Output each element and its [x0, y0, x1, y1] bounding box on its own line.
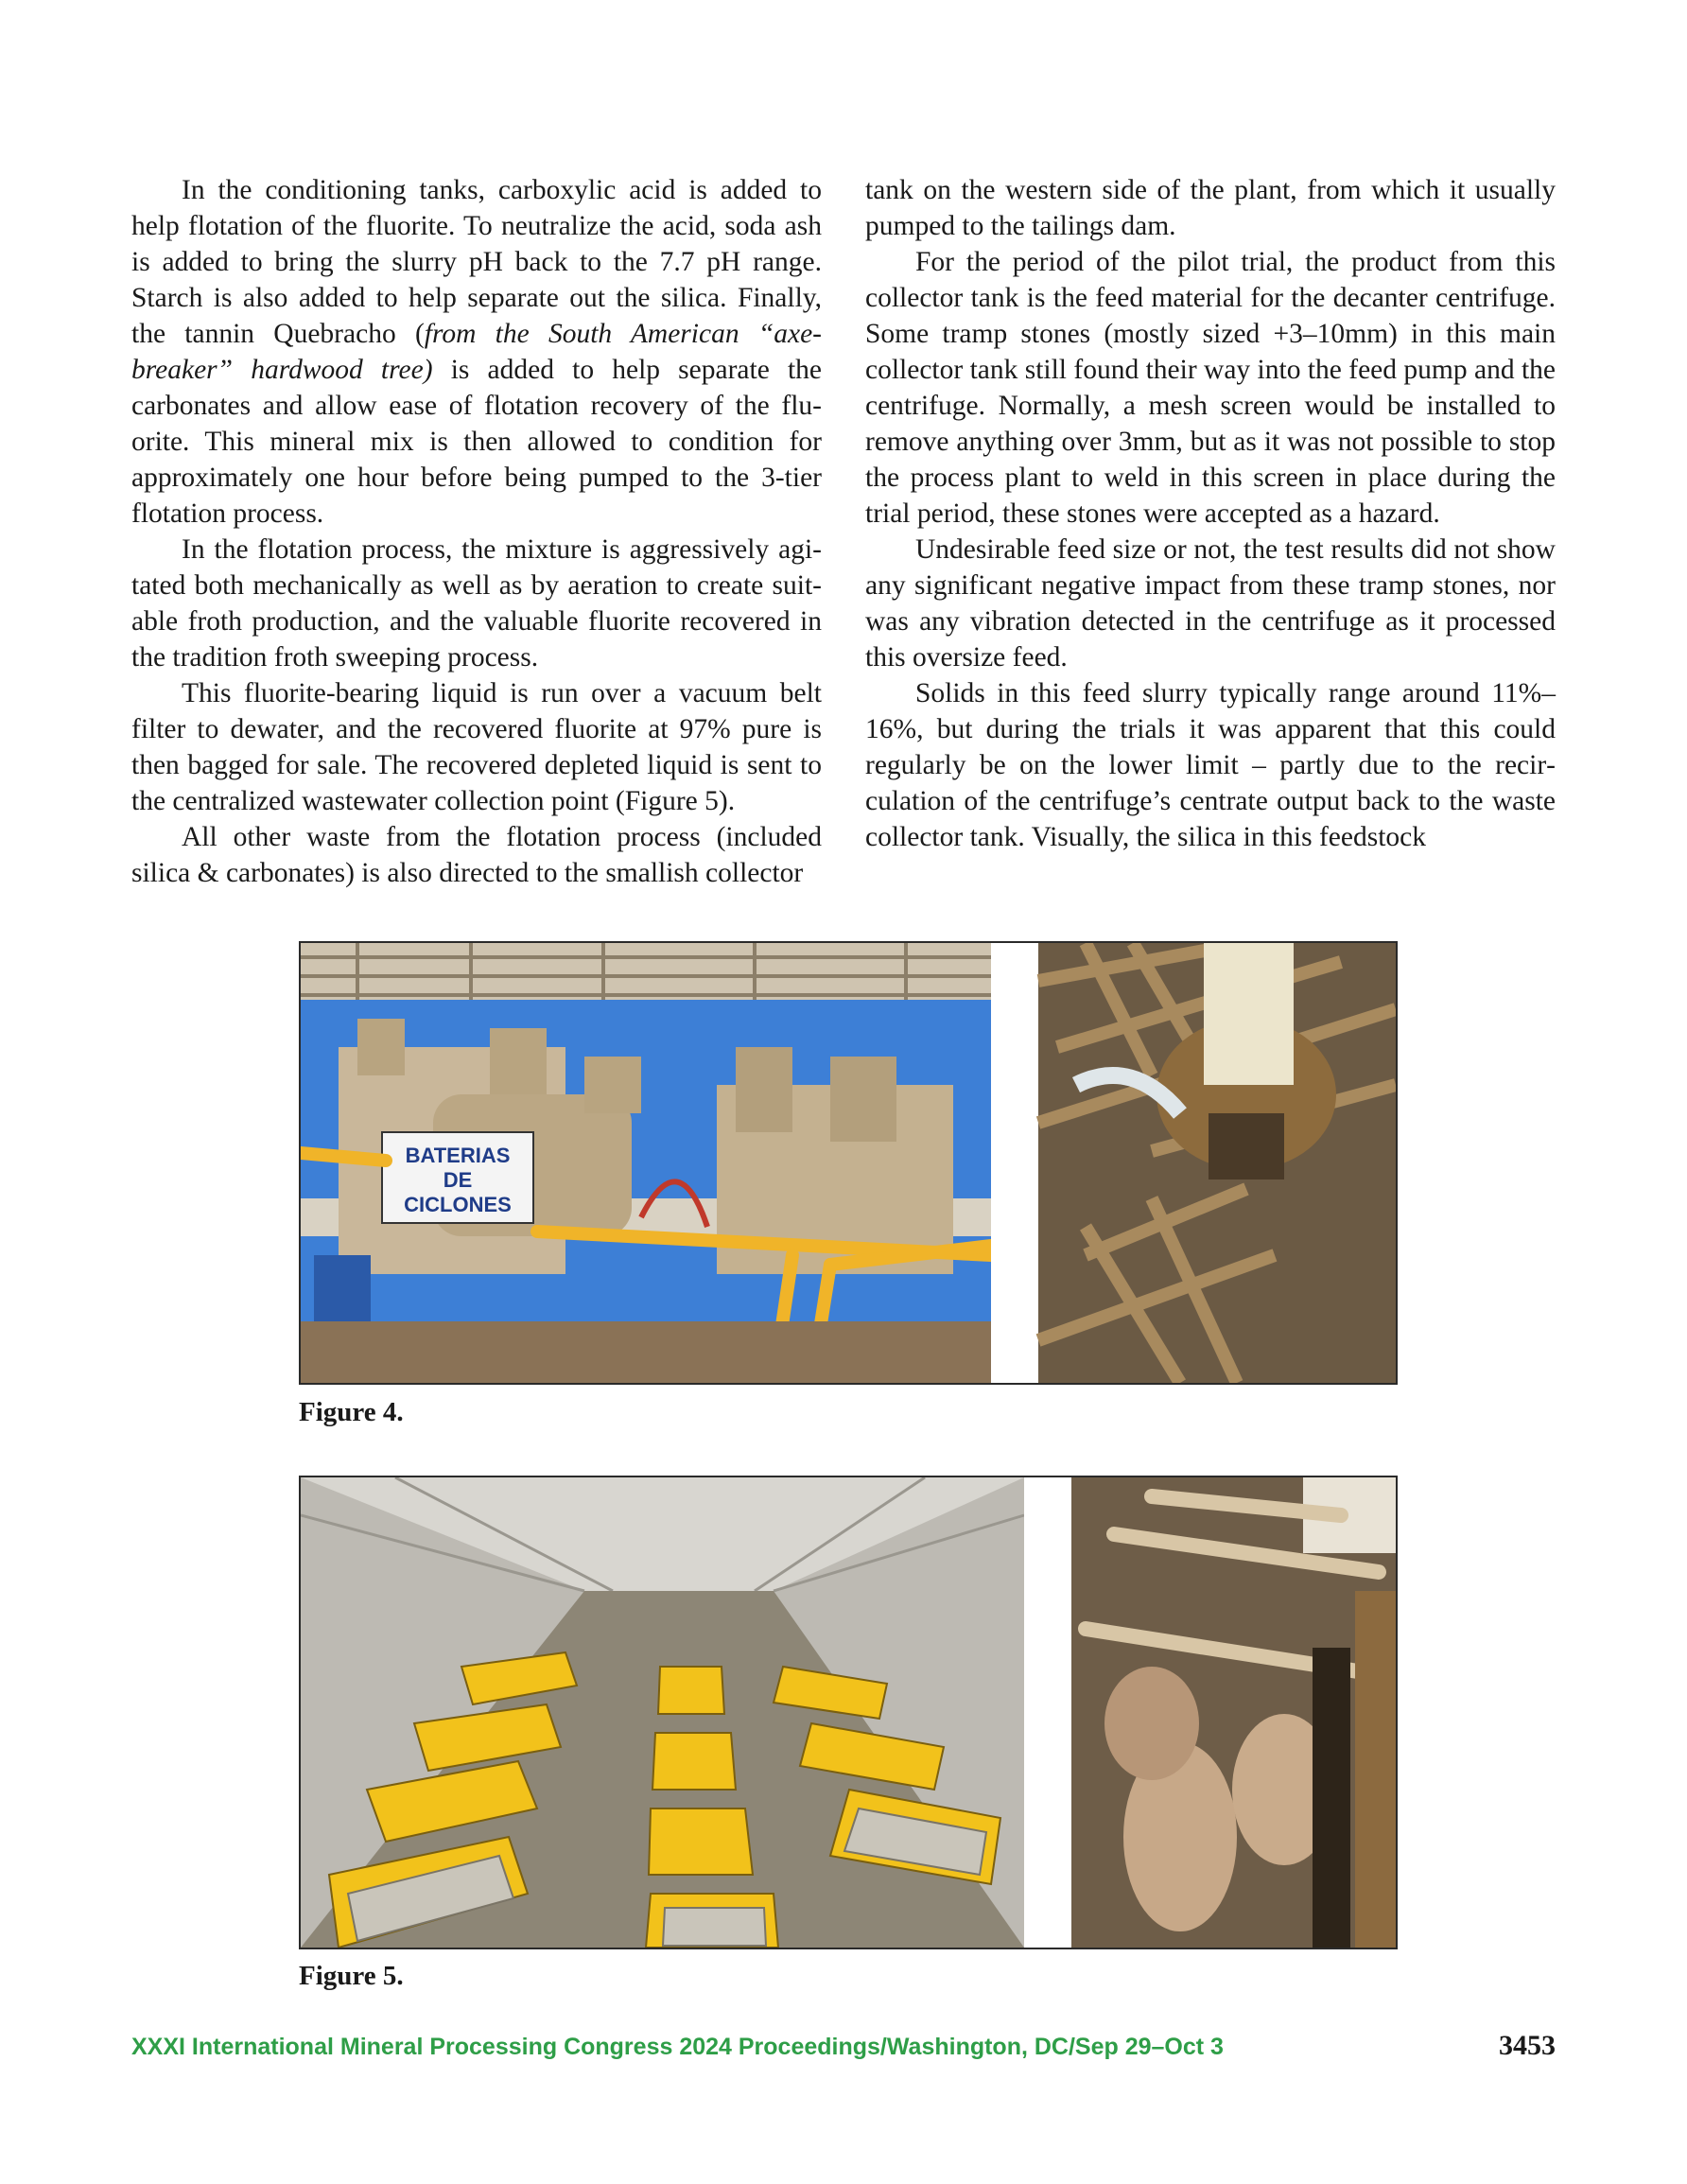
figure-4	[299, 941, 1398, 1385]
figure-4-photo-cyclones	[301, 943, 1038, 1383]
sign-line-2: DE	[443, 1168, 473, 1192]
figure-4-caption: Figure 4.	[299, 1397, 404, 1427]
body-paragraph	[865, 172, 1556, 244]
sign-line-1: BATERIAS	[405, 1144, 511, 1167]
figure-5-caption: Figure 5.	[299, 1961, 404, 1991]
body-paragraph	[131, 819, 822, 891]
paragraph-text: Solids in this feed slurry typically range around 11%– 16%, but during the trials it was apparent that this could regularly be on the lower limit – partly due to the recirculation of the centrifuge’s centrate output back to the waste collector tank. Visually, the silica in this feedstock	[865, 678, 1556, 852]
figure-5-photo-flotation-hall	[301, 1477, 1071, 1948]
paragraph-text: In the flotation process, the mixture is aggressively agitated both mechanically as well as by aeration to create suitable froth production, and the valuable fluorite recovered in the tradition froth sweeping process.	[131, 534, 822, 673]
body-paragraph	[131, 532, 822, 675]
body-paragraph	[865, 532, 1556, 675]
figure-5-photo-flotation-cells	[1071, 1477, 1396, 1948]
paragraph-text: In the conditioning tanks, carboxylic acid is added to help flotation of the fluorite. To neutralize the acid, soda ash is added to bring the slurry pH back to the 7.7 pH range. Starch is also added to help separate out the silica. Finally, the tannin Quebracho (	[131, 175, 822, 349]
body-paragraph	[131, 675, 822, 819]
right-text-column	[865, 172, 1556, 855]
body-paragraph	[865, 675, 1556, 855]
left-text-column	[131, 172, 822, 891]
paragraph-text: tank on the western side of the plant, from which it usually pumped to the tailings dam.	[865, 175, 1556, 241]
sign-line-3: CICLONES	[404, 1193, 512, 1216]
body-paragraph	[865, 244, 1556, 532]
paragraph-text: All other waste from the flotation process (included silica & carbonates) is also directed to the smallish collector	[131, 822, 822, 888]
paragraph-text: For the period of the pilot trial, the product from this collector tank is the feed material for the decanter centrifuge. Some tramp stones (mostly sized +3–10mm) in this main collector tank still found their way into the feed pump and the centrifuge. Normally, a mesh screen would be installed to remove anything over 3mm, but as it was not possible to stop the process plant to weld in this screen in place during the trial period, these stones were accepted as a hazard.	[865, 247, 1556, 529]
paragraph-text: This fluorite-bearing liquid is run over a vacuum belt filter to dewater, and the recovered fluorite at 97% pure is then bagged for sale. The recovered depleted liquid is sent to the centralized wastewater collection point (Figure 5).	[131, 678, 822, 816]
italic-text: from the South American “axe-breaker” hardwood tree)	[131, 319, 822, 385]
page-number: 3453	[1499, 2030, 1556, 2061]
paragraph-text: is added to help separate the carbonates and allow ease of flotation recovery of the fluorite. This mineral mix is then allowed to condition for approximately one hour before being pumped to the 3-tier flotation process.	[131, 355, 822, 529]
proceedings-footer: XXXI International Mineral Processing Congress 2024 Proceedings/Washington, DC/Sep 29–Oct 3	[131, 2034, 1224, 2060]
body-paragraph	[131, 172, 822, 532]
paragraph-text: Undesirable feed size or not, the test results did not show any significant negative impact from these tramp stones, nor was any vibration detected in the centrifuge as it processed this oversize feed.	[865, 534, 1556, 673]
figure-5	[299, 1476, 1398, 1949]
figure-4-photo-grating	[1038, 943, 1396, 1383]
